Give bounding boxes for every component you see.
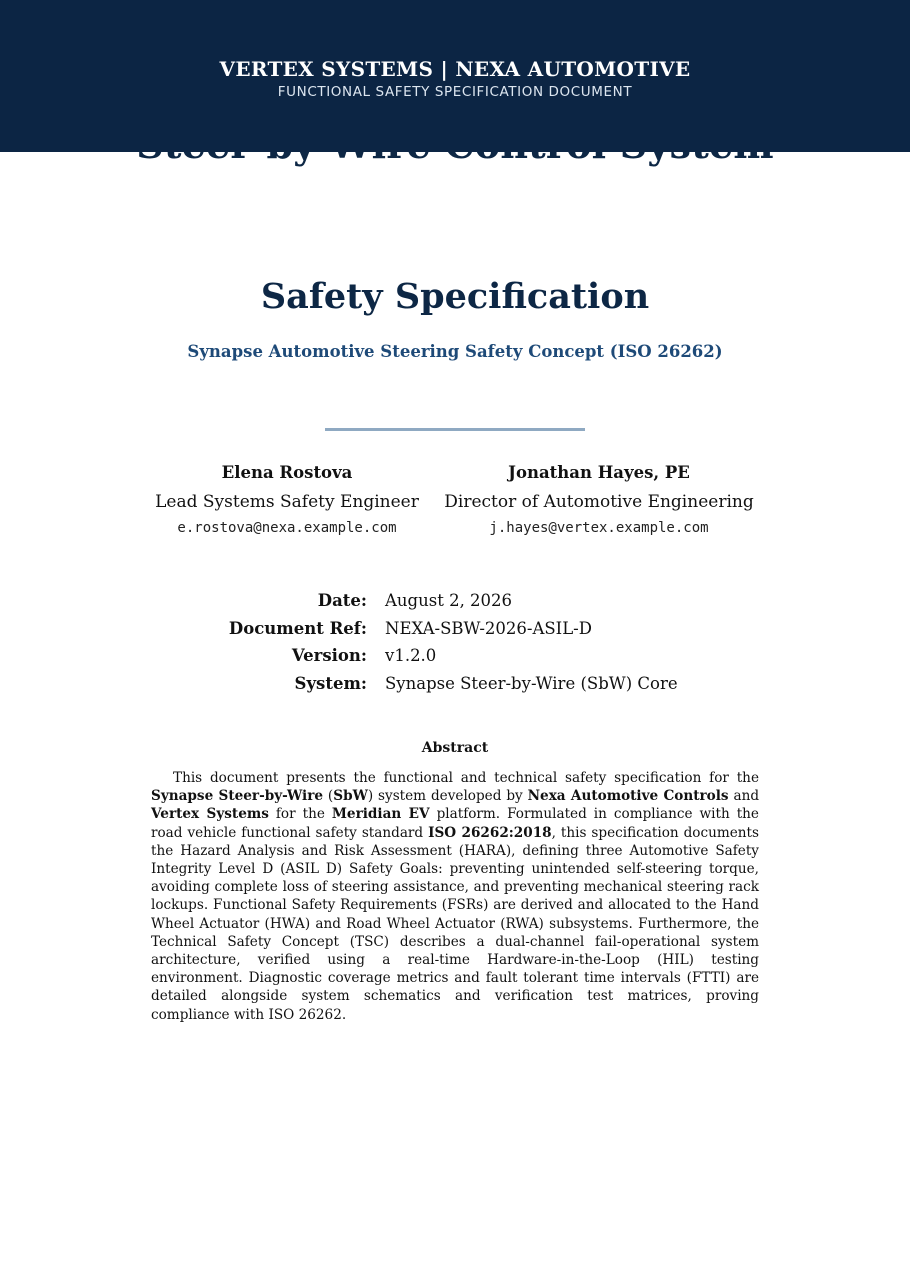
metadata-row-date (0, 589, 910, 617)
metadata-value: Synapse Steer-by-Wire (SbW) Core (385, 674, 678, 694)
abstract-emphasis: Synapse Steer-by-Wire (151, 788, 324, 805)
author-block (147, 461, 427, 539)
author-name: Elena Rostova (221, 463, 353, 482)
metadata-row-version (0, 644, 910, 672)
author-email[interactable]: j.hayes@vertex.example.com (489, 520, 709, 536)
abstract-emphasis: SbW (333, 788, 368, 805)
metadata-value: August 2, 2026 (385, 591, 513, 610)
abstract-body (151, 769, 759, 1024)
metadata-label: Document Ref: (228, 618, 367, 638)
header-title: VERTEX SYSTEMS | NEXA AUTOMOTIVE (219, 57, 691, 81)
metadata-value: NEXA-SBW-2026-ASIL-D (385, 618, 592, 638)
author-role: Lead Systems Safety Engineer (155, 492, 419, 512)
document-subtitle: Synapse Automotive Steering Safety Concept (ISO 26262) (187, 342, 723, 361)
author-name: Jonathan Hayes, PE (508, 463, 690, 482)
abstract-heading: Abstract (421, 740, 489, 756)
header-subtitle: FUNCTIONAL SAFETY SPECIFICATION DOCUMENT (277, 84, 633, 100)
abstract-emphasis: Nexa Automotive Controls (527, 788, 729, 805)
document-title: Safety Specification (260, 276, 650, 317)
abstract-emphasis: Vertex Systems (151, 806, 269, 823)
metadata-value: v1.2.0 (385, 646, 437, 666)
abstract-text: ) system developed by (367, 788, 528, 805)
metadata-label: Date: (317, 591, 367, 610)
author-email[interactable]: e.rostova@nexa.example.com (177, 520, 397, 536)
abstract-text: This document presents the functional and technical safety specification for the (173, 770, 759, 786)
document-metadata (0, 589, 910, 700)
abstract-emphasis: Meridian EV (331, 806, 430, 823)
header-band (0, 0, 910, 152)
metadata-row-system (0, 672, 910, 700)
author-role: Director of Automotive Engineering (444, 492, 754, 512)
abstract-text: for the (268, 806, 332, 823)
metadata-row-ref (0, 617, 910, 645)
abstract-text: platform. Formulated in compliance with the road vehicle functional safety standard (151, 806, 759, 841)
author-block (444, 461, 754, 539)
abstract-text: and (728, 788, 760, 805)
abstract-text: , this specification documents the Hazard Analysis and Risk Assessment (HARA), defining three Automotive Safety Integrity Level D (ASIL D) Safety Goals: preventing unintended self-steering torque, avoiding complete loss of steering assistance, and preventing mechanical steering rack lockups. Functional Safety Requirements (FSRs) are derived and allocated to the Hand Wheel Actuator (HWA) and Road Wheel Actuator (RWA) subsystems. Furthermore, the Technical Safety Concept (TSC) describes a dual-channel fail-operational system architecture, verified using a real-time Hardware-in-the-Loop (HIL) testing environment. Diagnostic coverage metrics and fault tolerant time intervals (FTTI) are detailed alongside system schematics and verification test matrices, proving compliance with ISO 26262. (151, 824, 759, 1023)
title-divider (325, 428, 585, 431)
metadata-label: System: (294, 674, 367, 694)
metadata-label: Version: (291, 646, 367, 666)
abstract-text: ( (323, 788, 334, 805)
abstract-emphasis: ISO 26262:2018 (428, 824, 552, 841)
